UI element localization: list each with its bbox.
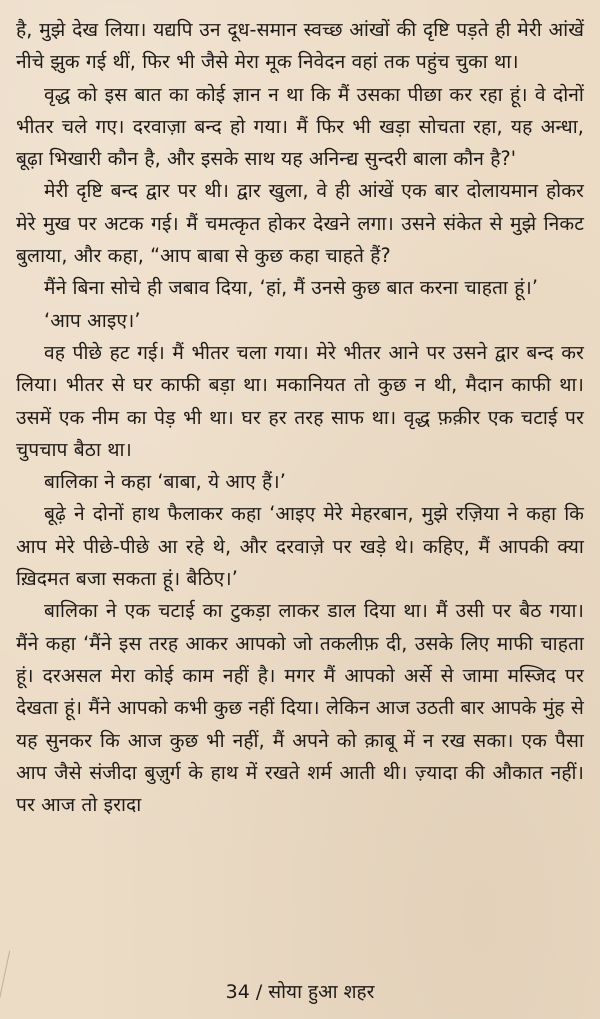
page-number: 34 (225, 981, 250, 1003)
paragraph-3: मेरी दृष्टि बन्द द्वार पर थी। द्वार खुला, वे ही आंखें एक बार दोलायमान होकर मेरे मुख पर अटक गई। मैं चमत्कृत होकर देखने लगा। उसने संकेत से मुझे निकट बुलाया, और कहा, “आप बाबा से कुछ कहा चाहते हैं? (16, 179, 584, 268)
paragraph-7: बालिका ने कहा ‘बाबा, ये आए हैं।’ (44, 470, 286, 494)
footer-separator: / (255, 981, 263, 1003)
paragraph-2: वृद्ध को इस बात का कोई ज्ञान न था कि मैं उसका पीछा कर रहा हूं। वे दोनों भीतर चले गए। दरवाज़ा बन्द हो गया। मैं फिर भी खड़ा सोचता रहा, यह अन्धा, बूढ़ा भिखारी कौन है, और इसके साथ यह अनिन्द्य सुन्दरी बाला कौन है?' (16, 82, 584, 171)
paragraph-4: मैंने बिना सोचे ही जबाव दिया, ‘हां, मैं उनसे कुछ बात करना चाहता हूं।’ (44, 276, 539, 300)
paragraph-9: बालिका ने एक चटाई का टुकड़ा लाकर डाल दिया था। मैं उसी पर बैठ गया। मैंने कहा ‘मैंने इस तरह आकर आपको जो तकलीफ़ दी, उसके लिए माफी चाहता हूं। दरअसल मेरा कोई काम नहीं है। मगर मैं आपको अर्से से जामा मस्जिद पर देखता हूं। मैंने आपको कभी कुछ नहीं दिया। लेकिन आज उठती बार आपके मुंह से यह सुनकर कि आज कुछ भी नहीं, मैं अपने को क़ाबू में न रख सका। एक पैसा आप जैसे संजीदा बुज़ुर्ग के हाथ में रखते शर्म आती थी। ज़्यादा की औकात नहीं। पर आज तो इरादा (16, 599, 584, 817)
page-footer (16, 980, 584, 1004)
paragraph-5: ‘आप आइए।’ (44, 308, 141, 332)
paragraph-1: है, मुझे देख लिया। यद्यपि उन दूध-समान स्वच्छ आंखों की दृष्टि पड़ते ही मेरी आंखें नीचे झुक गई थीं, फिर भी जैसे मेरा मूक निवेदन वहां तक पहुंच चुका था। (16, 18, 584, 74)
book-title: सोया हुआ शहर (268, 981, 375, 1003)
paragraph-6: वह पीछे हट गई। मैं भीतर चला गया। मेरे भीतर आने पर उसने द्वार बन्द कर लिया। भीतर से घर काफी बड़ा था। मकानियत तो कुछ न थी, मैदान काफी था। उसमें एक नीम का पेड़ भी था। घर हर तरह साफ था। वृद्ध फ़क़ीर एक चटाई पर चुपचाप बैठा था। (16, 340, 584, 461)
page-body-text (16, 14, 584, 821)
paragraph-8: बूढ़े ने दोनों हाथ फैलाकर कहा ‘आइए मेरे मेहरबान, मुझे रज़िया ने कहा कि आप मेरे पीछे-पीछे आ रहे थे, और दरवाज़े पर खड़े थे। कहिए, मैं आपकी क्या ख़िदमत बजा सकता हूं। बैठिए।’ (16, 502, 584, 591)
paper-crease (0, 951, 10, 1010)
book-page (16, 0, 586, 1019)
